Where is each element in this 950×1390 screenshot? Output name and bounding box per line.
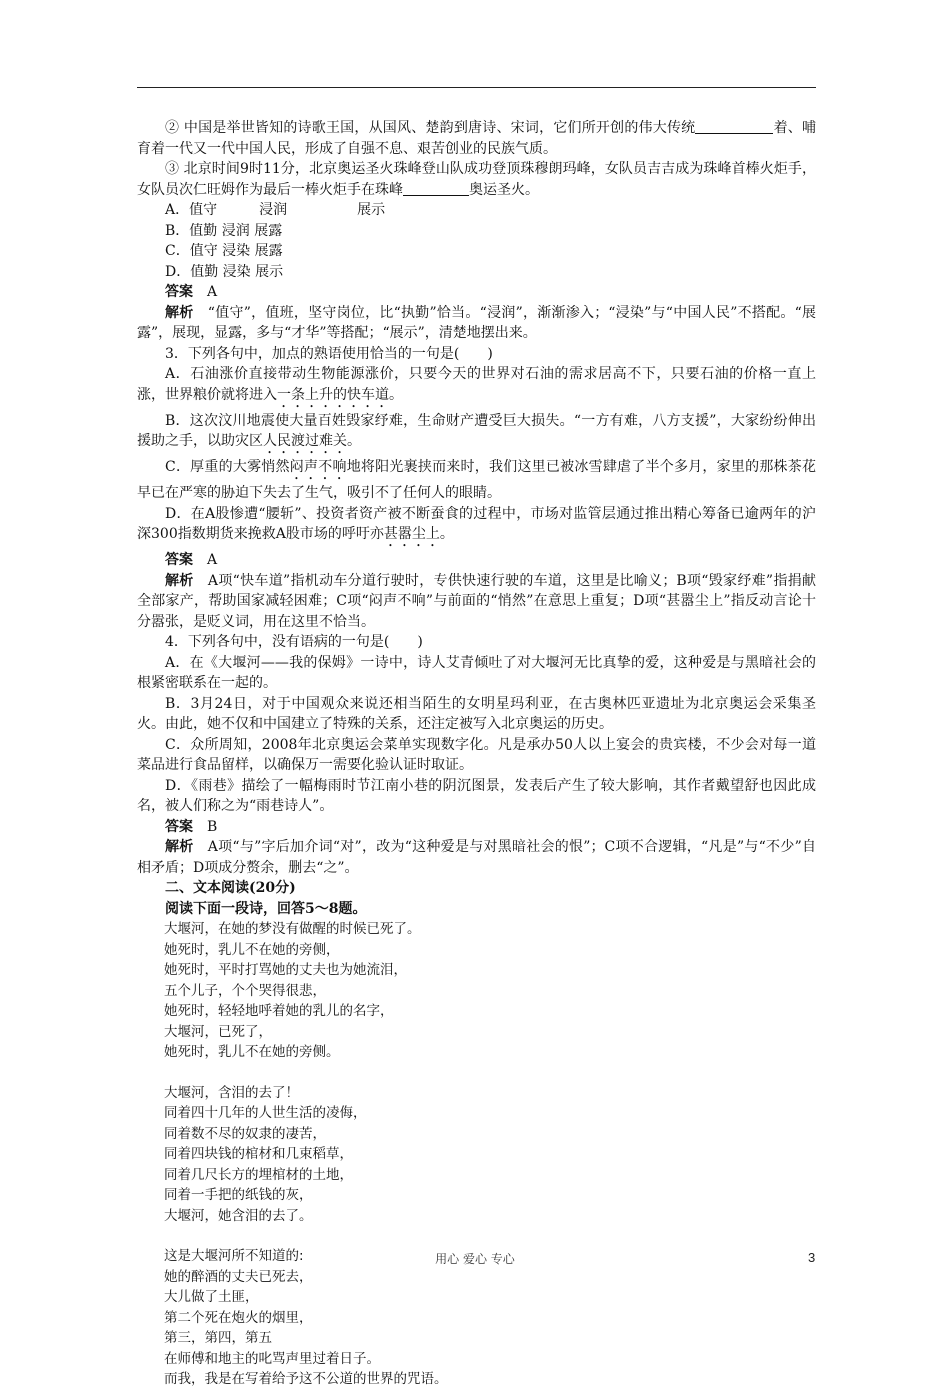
poem-line: 大堰河，她含泪的去了。 [164,1207,313,1224]
poem [137,919,816,1390]
stanza-gap [137,1063,816,1083]
poem-line: 第二个死在炮火的烟里， [164,1309,313,1326]
q2-option-a: A．值守 浸润 展示 [165,202,386,218]
stanza-gap [137,1226,816,1246]
poem-line: 大儿做了土匪， [164,1289,259,1305]
poem-line: 大堰河，含泪的去了！ [164,1084,299,1101]
header-rule [137,87,816,88]
poem-line: 五个儿子，个个哭得很悲， [164,982,326,999]
q3-option-c: C．厚重的大雾悄然闷声不响地将阳光裹挟而来时，我们这里已被冰雪肆虐了半个多月，家里的那株茶花早已在严寒的胁迫下失去了生气，吸引不了任何人的眼睛。 [137,459,817,501]
q3-option-b: B．这次汶川地震使大量百姓毁家纾难，生命财产遭受巨大损失。“一方有难，八方支援”，大家纷纷伸出援助之手，以助灾区人民渡过难关。 [137,412,816,449]
poem-line: 同着四十几年的人世生活的凌侮， [164,1105,367,1121]
fill-blank [403,181,469,196]
poem-line: 她死时，乳儿不在她的旁侧。 [164,1044,340,1060]
fill-blank [747,119,773,134]
q3-analysis: 解析 A项“快车道”指机动车分道行驶时，专供快速行驶的车道，这里是比喻义；B项“毁家纾难”指捐献全部家产，帮助国家减轻困难；C项“闷声不响”与前面的“悄然”在意思上重复；D项“甚嚣尘上”指反动言论十分嚣张，是贬义词，用在这里不恰当。 [137,572,817,630]
poem-line: 她死时，平时打骂她的丈夫也为她流泪， [164,962,407,978]
q2-analysis: 解析 “值守”，值班，坚守岗位，比“执勤”恰当。“浸润”，渐渐渗入；“浸染”与“中国人民”不搭配。“展露”，展现，显露，多与“才华”等搭配；“展示”，清楚地摆出来。 [137,304,817,341]
q2-option-b: B．值勤 浸润 展露 [165,222,283,239]
poem-line: 同着一手把的纸钱的灰， [164,1187,313,1203]
q4-option-d: D．《雨巷》描绘了一幅梅雨时节江南小巷的阴沉图景，发表后产生了较大影响，其作者戴望舒也因此成名，被人们称之为“雨巷诗人”。 [137,777,816,814]
poem-line: 这是大堰河所不知道的: [164,1248,304,1264]
q4-option-c: C．众所周知，2008年北京奥运会菜单实现数字化。凡是承办50人以上宴会的贵宾楼，不少会对每一道菜品进行食品留样，以确保万一需要化验认证时取证。 [137,736,816,773]
document-body [137,118,816,1390]
poem-line: 第三，第四，第五 [164,1330,272,1346]
q2-option-c: C．值守 浸染 展露 [165,243,283,259]
q4-stem: 4．下列各句中，没有语病的一句是( ) [165,634,423,650]
poem-line: 在师傅和地主的叱骂声里过着日子。 [164,1350,380,1367]
q4-answer: 答案 B [165,818,218,835]
page-number: 3 [808,1250,816,1265]
poem-line: 她死时，乳儿不在她的旁侧， [164,941,340,958]
poem-line: 同着数不尽的奴隶的凄苦， [164,1125,326,1142]
q4-analysis: 解析 A项“与”字后加介词“对”，改为“这种爱是与对黑暗社会的恨”；C项不合逻辑，“凡是”与“不少”自相矛盾；D项成分赘余，删去“之”。 [137,839,816,876]
q2-item2: ② 中国是举世皆知的诗歌王国，从国风、楚韵到唐诗、宋词，它们所开创的伟大传统 着、哺育着一代又一代中国人民，形成了自强不息、艰苦创业的民族气质。 [137,120,817,157]
q2-item3: ③ 北京时间9时11分，北京奥运圣火珠峰登山队成功登顶珠穆朗玛峰，女队员吉吉成为珠峰首棒火炬手，女队员次仁旺姆作为最后一棒火炬手在珠峰 奥运圣火。 [137,161,816,198]
q2-option-d: D．值勤 浸染 展示 [165,263,284,280]
q3-option-a: A．石油涨价直接带动生物能源涨价，只要今天的世界对石油的需求居高不下，只要石油的价格一直上涨，世界粮价就将进入一条上升的快车道。 [137,366,816,403]
poem-line: 同着四块钱的棺材和几束稻草， [164,1146,353,1162]
section-title: 二、文本阅读(20分) [165,880,296,896]
q3-answer: 答案 A [165,552,218,568]
q4-option-b: B．3月24日，对于中国观众来说还相当陌生的女明星玛利亚，在古奥林匹亚遗址为北京奥运会采集圣火。由此，她不仅和中国建立了特殊的关系，还注定被写入北京奥运的历史。 [137,695,816,732]
q2-answer: 答案 A [165,284,218,300]
q3-stem: 3．下列各句中，加点的熟语使用恰当的一句是( ) [165,345,493,362]
page-footer: 用心 爱心 专心 [435,1252,515,1266]
q4-option-a: A．在《大堰河——我的保姆》一诗中，诗人艾青倾吐了对大堰河无比真挚的爱，这种爱是与黑暗社会的根紧密联系在一起的。 [137,654,816,691]
poem-line: 而我，我是在写着给予这不公道的世界的咒语。 [164,1371,448,1387]
poem-line: 她死时，轻轻地呼着她的乳儿的名字， [164,1003,394,1019]
section-instruction: 阅读下面一段诗，回答5～8题。 [165,900,367,917]
fill-blank [695,119,747,134]
poem-line: 她的醉酒的丈夫已死去， [164,1268,313,1285]
poem-line: 大堰河，已死了， [164,1023,272,1040]
q3-option-d: D．在A股惨遭“腰斩”、投资者资产被不断蚕食的过程中，市场对监管层通过推出精心筹备已逾两年的沪深300指数期货来挽救A股市场的呼吁亦甚嚣尘上。 [137,505,816,542]
poem-line: 同着几尺长方的埋棺材的土地， [164,1166,353,1183]
poem-line: 大堰河，在她的梦没有做醒的时候已死了。 [164,921,421,937]
